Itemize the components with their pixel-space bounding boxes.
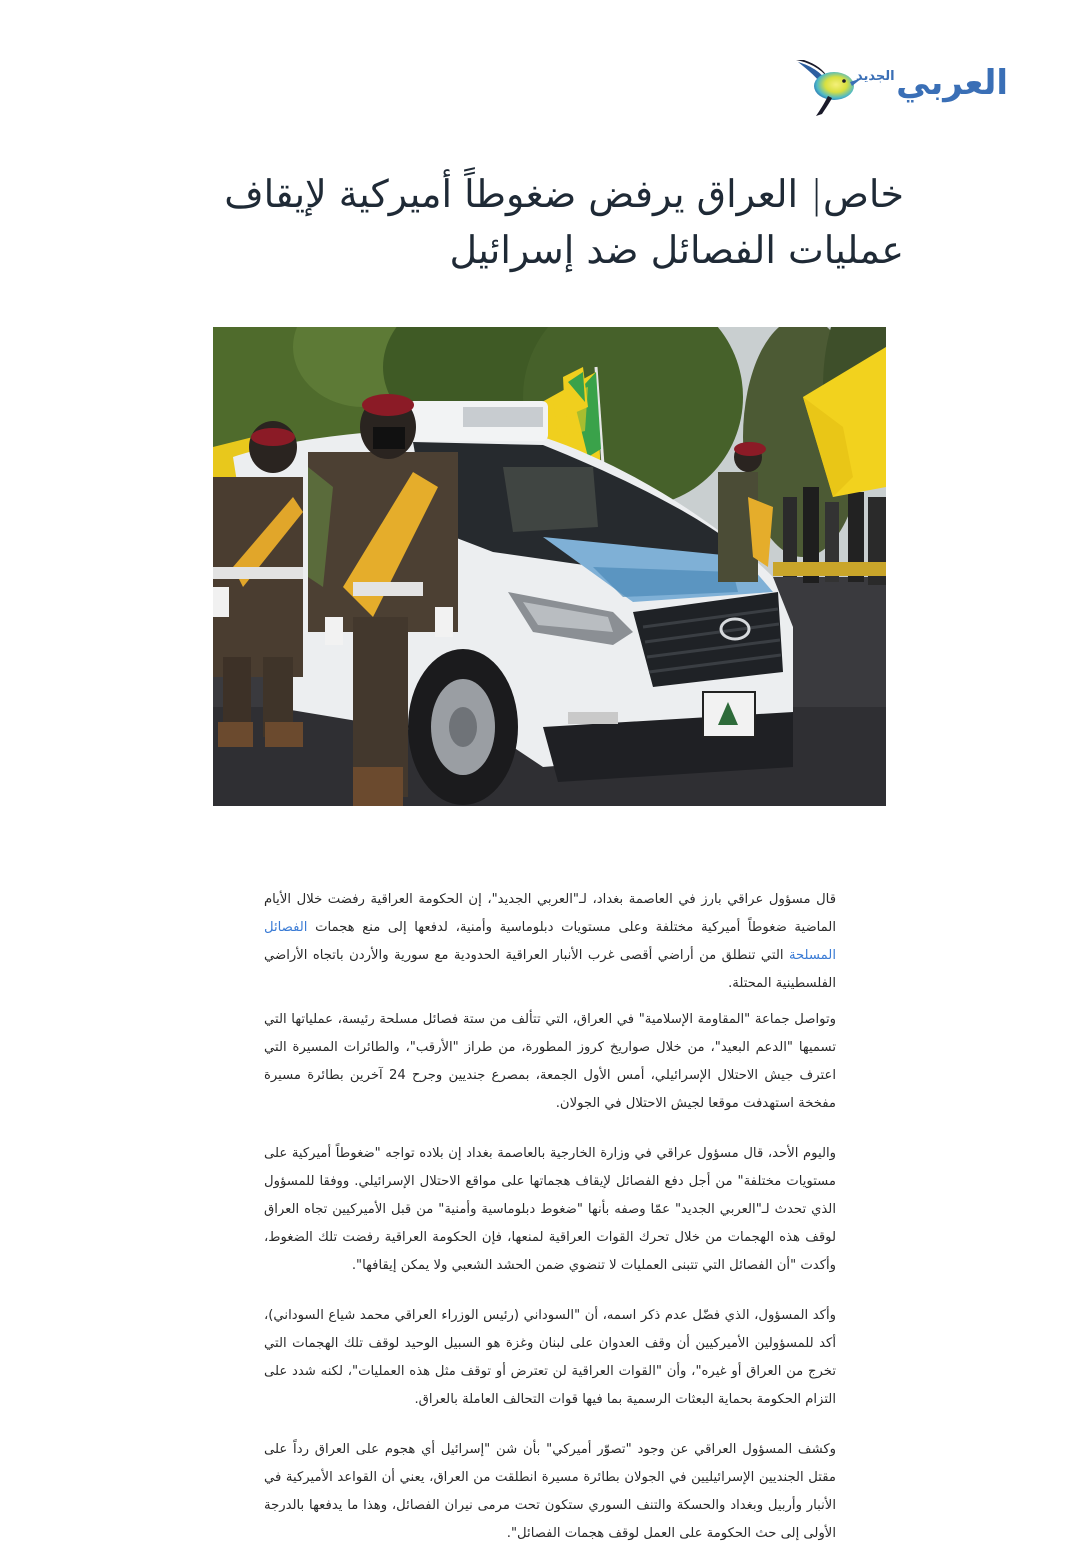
paragraph-3: واليوم الأحد، قال مسؤول عراقي في وزارة الخارجية بالعاصمة بغداد إن بلاده تواجه "ضغوطاً أميركية على مستويات مختلفة" من أجل دفع الفصائل لإيقاف هجماتها على مواقع الاحتلال الإسرائيلي. ووفقا للمسؤول الذي تحدث لـ"العربي الجديد" عمّا وصفه بأنها "ضغوط دبلوماسية وأمنية" من قبل الأميركيين تجاه العراق لوقف هذه الهجمات من خلال تحرك القوات العراقية لمنعها، فإن الحكومة العراقية رفضت تلك الضغوط، وأكدت "أن الفصائل التي تتبنى العمليات لا تنضوي ضمن الحشد الشعبي ولا يمكن إيقافها". <box>264 1146 836 1273</box>
paragraph-2: وتواصل جماعة "المقاومة الإسلامية" في العراق، التي تتألف من ستة فصائل مسلحة رئيسة، عملياتها التي تسميها "الدعم البعيد"، من خلال صواريخ كروز المطورة، من طراز "الأرقب"، والطائرات المسيرة التي اعترف جيش الاحتلال الإسرائيلي، أمس الأول الجمعة، بمصرع جنديين وجرح 24 آخرين بطائرة مسيرة مفخخة استهدفت موقعا لجيش الاحتلال في الجولان. <box>264 1012 837 1111</box>
hero-photo-illustration <box>213 327 886 806</box>
logo-title: العربي <box>896 63 1008 103</box>
paragraph-5: وكشف المسؤول العراقي عن وجود "تصوّر أميركي" بأن شن "إسرائيل أي هجوم على العراق رداً على مقتل الجنديين الإسرائيليين في الجولان بطائرة مسيرة انطلقت من العراق، يعني أن القواعد الأميركية في الأنبار وأربيل وبغداد والحسكة والتنف السوري ستكون تحت مرمى نيران الفصائل، وهذا ما يدفعها بالدرجة الأولى إلى حث الحكومة على العمل لوقف هجمات الفصائل". <box>264 1442 836 1541</box>
link-armed-factions[interactable]: الفصائل المسلحة <box>264 920 836 963</box>
article-title: خاص| العراق يرفض ضغوطاً أميركية لإيقاف عمليات الفصائل ضد إسرائيل <box>224 172 904 272</box>
hero-image <box>213 327 886 806</box>
site-logo[interactable] <box>794 56 1008 118</box>
article-body <box>264 886 836 1564</box>
logo-subtitle: الجديد <box>856 69 895 84</box>
bird-logo-icon <box>794 56 864 118</box>
paragraph-4: وأكد المسؤول، الذي فضّل عدم ذكر اسمه، أن "السوداني (رئيس الوزراء العراقي محمد شياع السوداني)، أكد للمسؤولين الأميركيين أن وقف العدوان على لبنان وغزة هو السبيل الوحيد لوقف تلك الهجمات التي تخرج من العراق أو غيره"، وأن "القوات العراقية لن تعترض أو توقف مثل هذه العمليات"، لكنه شدد على التزام الحكومة بحماية البعثات الرسمية بما فيها قوات التحالف العاملة بالعراق. <box>264 1308 836 1407</box>
paragraph-1: قال مسؤول عراقي بارز في العاصمة بغداد، لـ"العربي الجديد"، إن الحكومة العراقية رفضت خلال الأيام الماضية ضغوطاً أميركية مختلفة وعلى مستويات دبلوماسية وأمنية، لدفعها إلى منع هجمات الفصائل المسلحة التي تنطلق من أراضي أقصى غرب الأنبار العراقية الحدودية مع سورية والأردن باتجاه الأراضي الفلسطينية المحتلة. <box>264 892 836 991</box>
